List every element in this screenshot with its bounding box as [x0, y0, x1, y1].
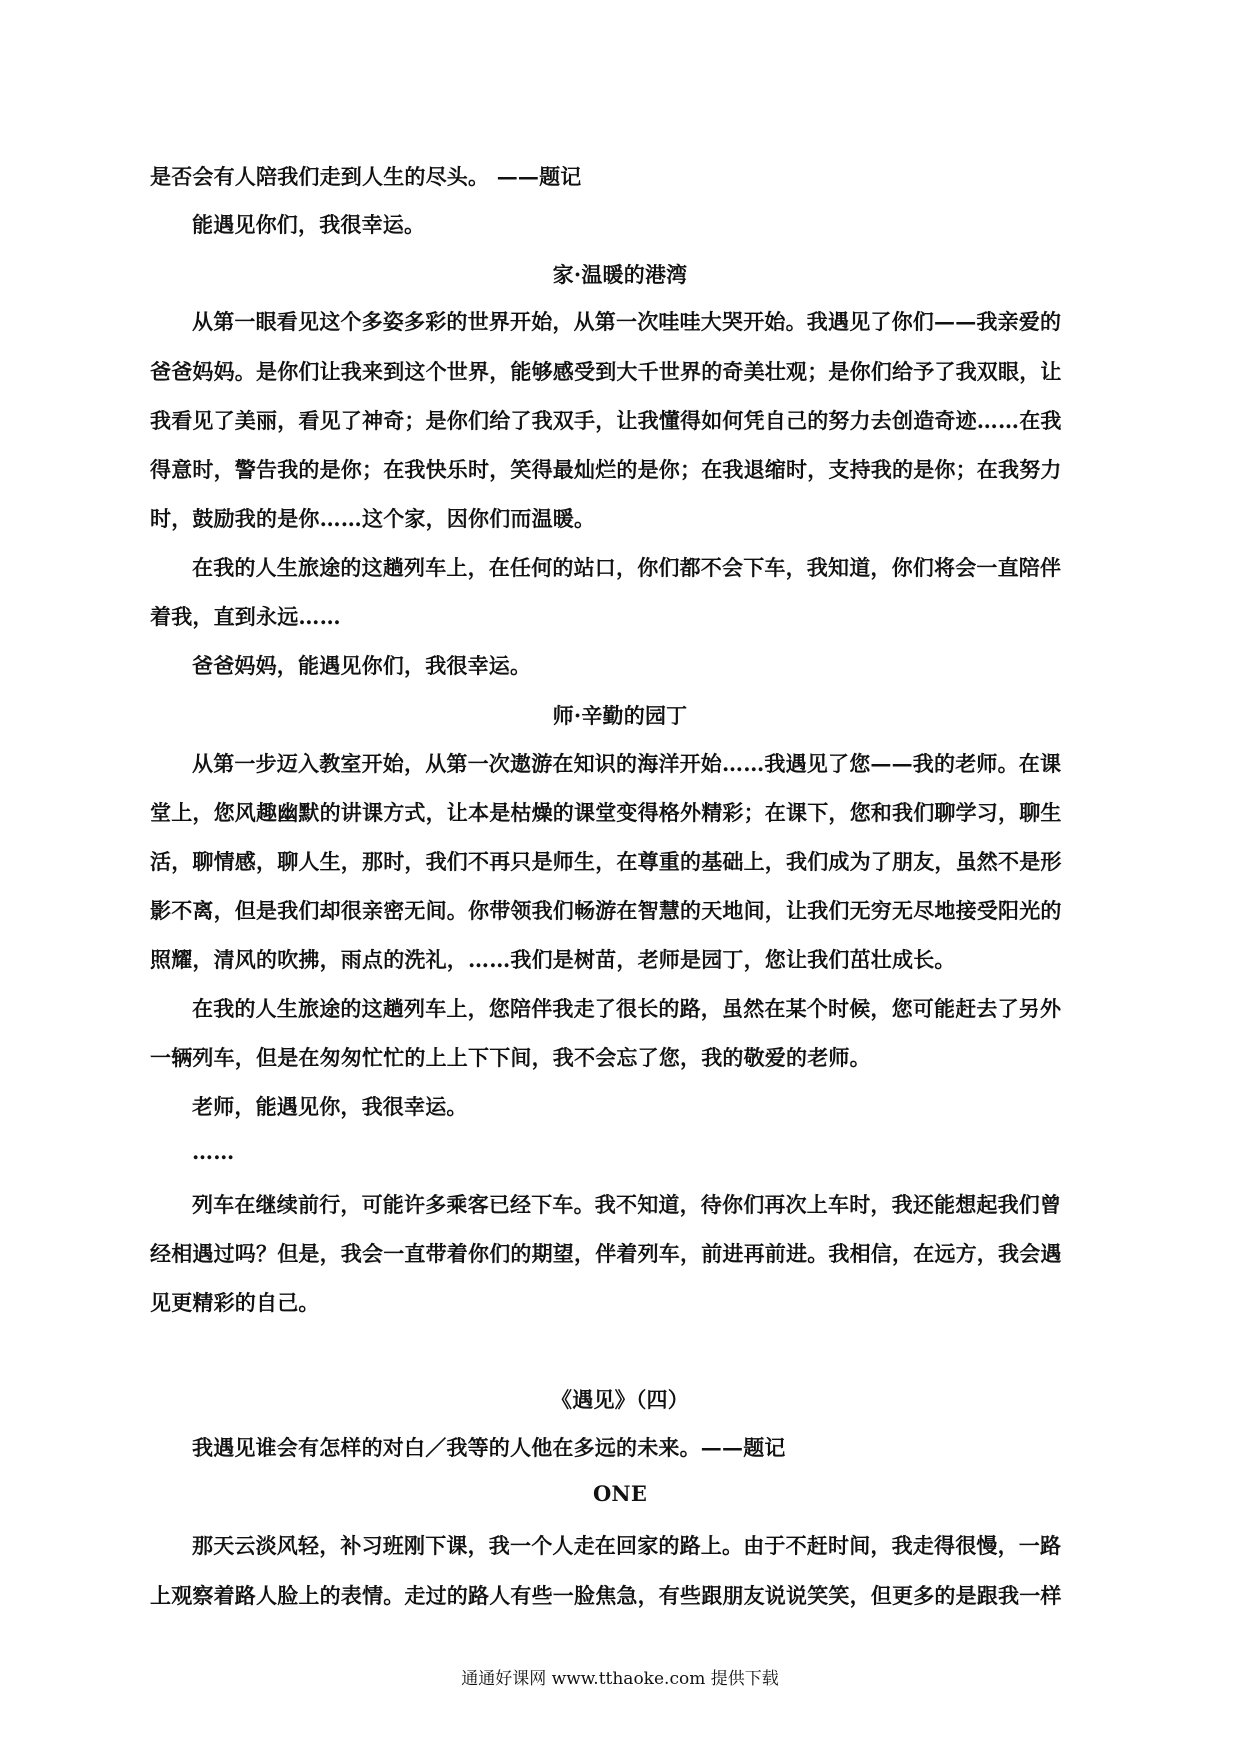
intro-epigraph: 是否会有人陪我们走到人生的尽头。 ——题记: [150, 164, 582, 189]
family-paragraph-line: 爸爸妈妈。是你们让我来到这个世界，能够感受到大千世界的奇美壮观；是你们给予了我双眼，让: [150, 359, 1062, 384]
teacher-paragraph-line: 在我的人生旅途的这趟列车上，您陪伴我走了很长的路，虽然在某个时候，您可能赶去了另外: [192, 996, 1062, 1021]
teacher-paragraph-line: 影不离，但是我们却很亲密无间。你带领我们畅游在智慧的天地间，让我们无穷无尽地接受阳光的: [150, 898, 1062, 923]
family-paragraph-line: 得意时，警告我的是你；在我快乐时，笑得最灿烂的是你；在我退缩时，支持我的是你；在我努力: [150, 457, 1062, 482]
teacher-paragraph-line: 堂上，您风趣幽默的讲课方式，让本是枯燥的课堂变得格外精彩；在课下，您和我们聊学习，聊生: [150, 800, 1062, 825]
teacher-paragraph-line: 见更精彩的自己。: [150, 1290, 320, 1315]
teacher-paragraph-line: 照耀，清风的吹拂，雨点的洗礼，……我们是树苗，老师是园丁，您让我们茁壮成长。: [150, 947, 956, 972]
essay-paragraph-line: 那天云淡风轻，补习班刚下课，我一个人走在回家的路上。由于不赶时间，我走得很慢，一路: [192, 1533, 1062, 1558]
teacher-paragraph-line: 从第一步迈入教室开始，从第一次遨游在知识的海洋开始……我遇见了您——我的老师。在课: [192, 751, 1062, 776]
family-paragraph-line: 从第一眼看见这个多姿多彩的世界开始，从第一次哇哇大哭开始。我遇见了你们——我亲爱的: [192, 309, 1062, 334]
essay-paragraph-line: 上观察着路人脸上的表情。走过的路人有些一脸焦急，有些跟朋友说说笑笑，但更多的是跟我一样: [150, 1583, 1062, 1608]
essay-title: 《遇见》（四）: [551, 1387, 689, 1412]
family-paragraph-line: 时，鼓励我的是你……这个家，因你们而温暖。: [150, 506, 596, 531]
family-paragraph-line: 在我的人生旅途的这趟列车上，在任何的站口，你们都不会下车，我知道，你们将会一直陪伴: [192, 555, 1062, 580]
family-paragraph-line: 爸爸妈妈，能遇见你们，我很幸运。: [192, 653, 532, 678]
teacher-paragraph-line: 老师，能遇见你，我很幸运。: [192, 1094, 468, 1119]
family-paragraph-line: 着我，直到永远……: [150, 604, 341, 629]
essay-part-heading: ONE: [592, 1481, 648, 1506]
page-footer: 通通好课网 www.tthaoke.com 提供下载: [461, 1669, 779, 1689]
intro-lucky-line: 能遇见你们，我很幸运。: [192, 212, 426, 237]
essay-epigraph: 我遇见谁会有怎样的对白／我等的人他在多远的未来。——题记: [192, 1435, 786, 1460]
family-paragraph-line: 我看见了美丽，看见了神奇；是你们给了我双手，让我懂得如何凭自己的努力去创造奇迹……在我: [150, 408, 1062, 433]
teacher-paragraph-line: 经相遇过吗？但是，我会一直带着你们的期望，伴着列车，前进再前进。我相信，在远方，我会遇: [150, 1241, 1062, 1266]
teacher-ellipsis-line: ……: [192, 1139, 235, 1164]
teacher-paragraph-line: 一辆列车，但是在匆匆忙忙的上上下下间，我不会忘了您，我的敬爱的老师。: [150, 1045, 871, 1070]
section-family-heading: 家·温暖的港湾: [552, 262, 688, 287]
teacher-paragraph-line: 活，聊情感，聊人生，那时，我们不再只是师生，在尊重的基础上，我们成为了朋友，虽然不是形: [150, 849, 1062, 874]
teacher-paragraph-line: 列车在继续前行，可能许多乘客已经下车。我不知道，待你们再次上车时，我还能想起我们曾: [192, 1192, 1062, 1217]
section-teacher-heading: 师·辛勤的园丁: [552, 703, 688, 728]
